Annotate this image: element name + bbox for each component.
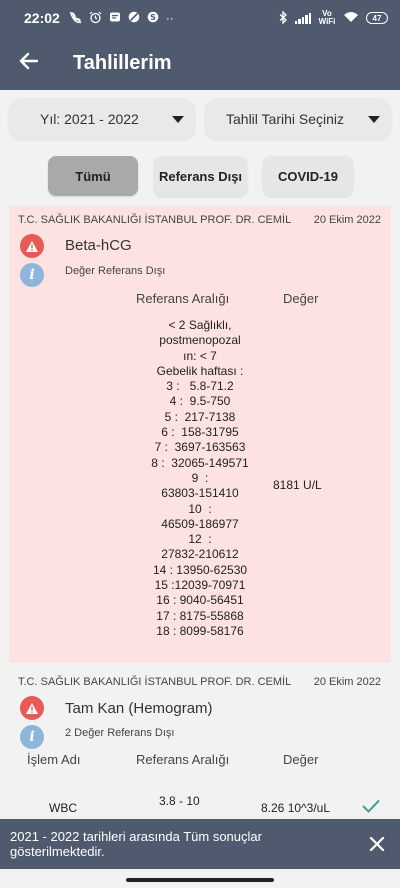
reference-range-header: Referans Aralığı	[136, 752, 230, 767]
tab-covid[interactable]: COVID-19	[263, 156, 353, 196]
test-name-header: İşlem Adı	[27, 752, 81, 767]
vowifi-label: Vo WiFi	[318, 9, 336, 26]
status-bar	[0, 0, 400, 36]
blocked-icon	[128, 11, 140, 25]
arrow-left-icon	[18, 52, 38, 75]
close-icon	[366, 843, 388, 858]
info-icon: i	[20, 725, 44, 749]
test-date-select[interactable]	[204, 98, 392, 140]
row-name: WBC	[49, 801, 77, 815]
warning-icon	[20, 696, 44, 720]
value-header: Değer	[283, 291, 319, 306]
signal-icon	[295, 13, 312, 24]
result-date: 20 Ekim 2022	[313, 214, 381, 226]
snackbar-close-button[interactable]	[366, 833, 388, 855]
warning-icon	[20, 234, 44, 258]
message-icon	[109, 11, 121, 25]
home-indicator[interactable]	[126, 878, 274, 882]
app-bar	[0, 36, 400, 90]
test-date-select-value: Tahlil Tarihi Seçiniz	[226, 111, 345, 127]
reference-note: 2 Değer Referans Dışı	[65, 727, 175, 739]
snackbar	[0, 819, 400, 869]
wifi-icon	[343, 11, 359, 25]
result-value: 8181 U/L	[273, 478, 322, 492]
result-card[interactable]	[9, 666, 391, 826]
caret-down-icon	[172, 116, 184, 123]
test-name: Tam Kan (Hemogram)	[65, 700, 213, 717]
result-card[interactable]	[9, 206, 391, 663]
battery-icon: 47	[366, 12, 388, 24]
info-icon: i	[20, 263, 44, 287]
reference-note: Değer Referans Dışı	[65, 265, 166, 277]
muted-call-icon	[69, 11, 82, 26]
tab-out-of-range[interactable]: Referans Dışı	[154, 156, 247, 196]
year-select-value: Yıl: 2021 - 2022	[40, 111, 139, 127]
page-title: Tahlillerim	[73, 51, 172, 74]
value-header: Değer	[283, 752, 319, 767]
snackbar-message: 2021 - 2022 tarihleri arasında Tüm sonuçlar gösterilmektedir.	[10, 829, 262, 859]
test-name: Beta-hCG	[65, 237, 132, 254]
bluetooth-icon	[279, 11, 288, 26]
row-reference-range: 3.8 - 10	[159, 794, 200, 808]
reference-range-header: Referans Aralığı	[136, 291, 230, 306]
svg-text:S: S	[149, 13, 156, 22]
check-icon	[361, 798, 381, 819]
caret-down-icon	[368, 116, 380, 123]
reference-range-text: < 2 Sağlıklı, postmenopozal ın: < 7 Gebelik haftası : 3 : 5.8-71.2 4 : 9.5-750 5 : 217-7138 6 : 158-31795 7 : 3697-163563 8 : 32065-149571 9 : 63803-151410 10 : 46509-186977 12 : 27832-210612 14 : 13950-62530 15 :12039-70971 16 : 9040-56451 17 : 8175-55868 18 : 8099-58176	[151, 318, 249, 638]
tab-all[interactable]: Tümü	[48, 156, 138, 196]
hospital-name: T.C. SAĞLIK BAKANLIĞI İSTANBUL PROF. DR. CEMİL	[18, 214, 292, 226]
card-header	[18, 214, 381, 226]
back-button[interactable]	[0, 36, 56, 90]
year-select[interactable]	[8, 98, 196, 140]
status-time: 22:02	[24, 10, 60, 26]
hospital-name: T.C. SAĞLIK BAKANLIĞI İSTANBUL PROF. DR. CEMİL	[18, 676, 292, 688]
shazam-icon	[147, 11, 159, 25]
more-notifications: ··	[165, 11, 174, 25]
alarm-icon	[89, 11, 102, 26]
result-date: 20 Ekim 2022	[313, 676, 381, 688]
row-value: 8.26 10^3/uL	[261, 801, 331, 815]
card-header	[18, 676, 381, 688]
